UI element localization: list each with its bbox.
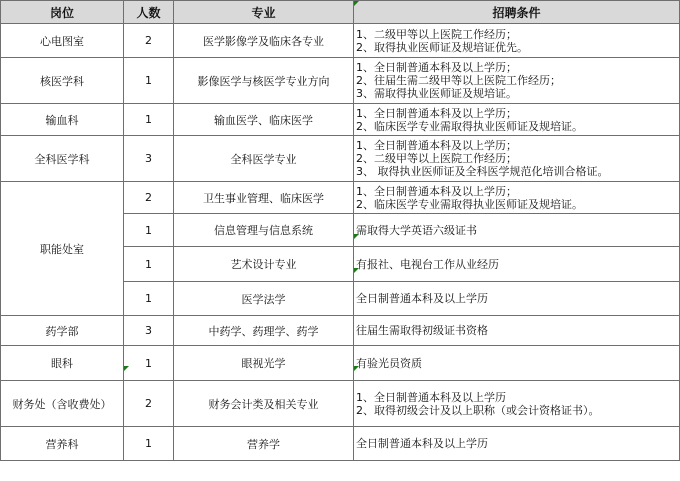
position-cell: 财务处（含收费处） bbox=[1, 381, 124, 427]
requirement-line: 有验光员资质 bbox=[356, 356, 422, 370]
requirement-line: 1、全日制普通本科及以上学历； bbox=[356, 106, 517, 120]
requirement-line: 需取得大学英语六级证书 bbox=[356, 223, 477, 237]
requirements-cell bbox=[354, 136, 680, 182]
position-cell: 眼科 bbox=[1, 346, 124, 381]
major-cell: 艺术设计专业 bbox=[174, 247, 354, 282]
requirement-line: 2、取得执业医师证及规培证优先。 bbox=[356, 40, 528, 54]
requirements-cell bbox=[354, 316, 680, 346]
position-cell: 输血科 bbox=[1, 104, 124, 136]
requirements-cell bbox=[354, 58, 680, 104]
position-cell: 营养科 bbox=[1, 427, 124, 461]
requirements-cell bbox=[354, 214, 680, 247]
requirement-line: 1、全日制普通本科及以上学历； bbox=[356, 184, 517, 198]
requirements-cell bbox=[354, 104, 680, 136]
table-row bbox=[1, 104, 680, 136]
table-row bbox=[1, 316, 680, 346]
count-cell: 2 bbox=[124, 381, 174, 427]
requirement-line: 3、 取得执业医师证及全科医学规范化培训合格证。 bbox=[356, 165, 609, 178]
requirement-line: 1、全日制普通本科及以上学历 bbox=[356, 390, 506, 404]
count-cell: 1 bbox=[124, 58, 174, 104]
count-cell: 1 bbox=[124, 427, 174, 461]
table-row bbox=[1, 136, 680, 182]
major-cell: 输血医学、临床医学 bbox=[174, 104, 354, 136]
requirement-line: 1、二级甲等以上医院工作经历； bbox=[356, 27, 517, 41]
requirement-line: 2、二级甲等以上医院工作经历； bbox=[356, 152, 517, 165]
requirements-cell bbox=[354, 247, 680, 282]
major-cell: 全科医学专业 bbox=[174, 136, 354, 182]
requirement-line: 全日制普通本科及以上学历 bbox=[356, 292, 488, 305]
cell-marker-icon bbox=[354, 1, 359, 6]
requirement-line: 1、全日制普通本科及以上学历； bbox=[356, 61, 517, 74]
position-cell: 全科医学科 bbox=[1, 136, 124, 182]
requirements-cell bbox=[354, 346, 680, 381]
major-cell: 医学影像学及临床各专业 bbox=[174, 24, 354, 58]
position-cell: 心电图室 bbox=[1, 24, 124, 58]
cell-marker-icon bbox=[354, 366, 359, 371]
count-cell: 2 bbox=[124, 182, 174, 214]
major-cell: 影像医学与核医学专业方向 bbox=[174, 58, 354, 104]
table-row bbox=[1, 381, 680, 427]
cell-marker-icon bbox=[124, 366, 129, 371]
header-major: 专业 bbox=[174, 1, 354, 24]
major-cell: 医学法学 bbox=[174, 282, 354, 316]
header-row bbox=[1, 1, 680, 24]
count-cell: 2 bbox=[124, 24, 174, 58]
count-cell: 1 bbox=[124, 282, 174, 316]
requirement-line: 2、临床医学专业需取得执业医师证及规培证。 bbox=[356, 119, 583, 133]
header-requirements: 招聘条件 bbox=[354, 1, 680, 24]
position-cell: 职能处室 bbox=[1, 182, 124, 316]
requirement-line: 有报社、电视台工作从业经历 bbox=[356, 257, 499, 271]
major-cell: 眼视光学 bbox=[174, 346, 354, 381]
requirement-line: 往届生需取得初级证书资格 bbox=[356, 324, 488, 337]
requirement-line: 2、临床医学专业需取得执业医师证及规培证。 bbox=[356, 197, 583, 211]
requirements-cell bbox=[354, 24, 680, 58]
major-cell: 财务会计类及相关专业 bbox=[174, 381, 354, 427]
requirements-cell bbox=[354, 427, 680, 461]
requirement-line: 2、往届生需二级甲等以上医院工作经历； bbox=[356, 74, 561, 87]
major-cell: 信息管理与信息系统 bbox=[174, 214, 354, 247]
major-cell: 中药学、药理学、药学 bbox=[174, 316, 354, 346]
header-position: 岗位 bbox=[1, 1, 124, 24]
position-cell: 核医学科 bbox=[1, 58, 124, 104]
table-row bbox=[1, 24, 680, 58]
table-row bbox=[1, 182, 680, 214]
cell-marker-icon bbox=[354, 234, 359, 239]
requirements-cell bbox=[354, 182, 680, 214]
requirements-cell bbox=[354, 282, 680, 316]
table-row bbox=[1, 58, 680, 104]
requirement-line: 2、取得初级会计及以上职称（或会计资格证书）。 bbox=[356, 403, 600, 417]
table-row bbox=[1, 346, 680, 381]
count-cell: 1 bbox=[124, 346, 174, 381]
requirements-cell bbox=[354, 381, 680, 427]
requirement-line: 全日制普通本科及以上学历 bbox=[356, 437, 488, 450]
requirement-line: 3、需取得执业医师证及规培证。 bbox=[356, 87, 517, 100]
major-cell: 营养学 bbox=[174, 427, 354, 461]
table-row bbox=[1, 427, 680, 461]
count-cell: 1 bbox=[124, 247, 174, 282]
cell-marker-icon bbox=[354, 268, 359, 273]
major-cell: 卫生事业管理、临床医学 bbox=[174, 182, 354, 214]
requirement-line: 1、全日制普通本科及以上学历； bbox=[356, 139, 517, 152]
count-cell: 1 bbox=[124, 214, 174, 247]
header-count: 人数 bbox=[124, 1, 174, 24]
position-cell: 药学部 bbox=[1, 316, 124, 346]
count-cell: 3 bbox=[124, 316, 174, 346]
count-cell: 3 bbox=[124, 136, 174, 182]
count-cell: 1 bbox=[124, 104, 174, 136]
